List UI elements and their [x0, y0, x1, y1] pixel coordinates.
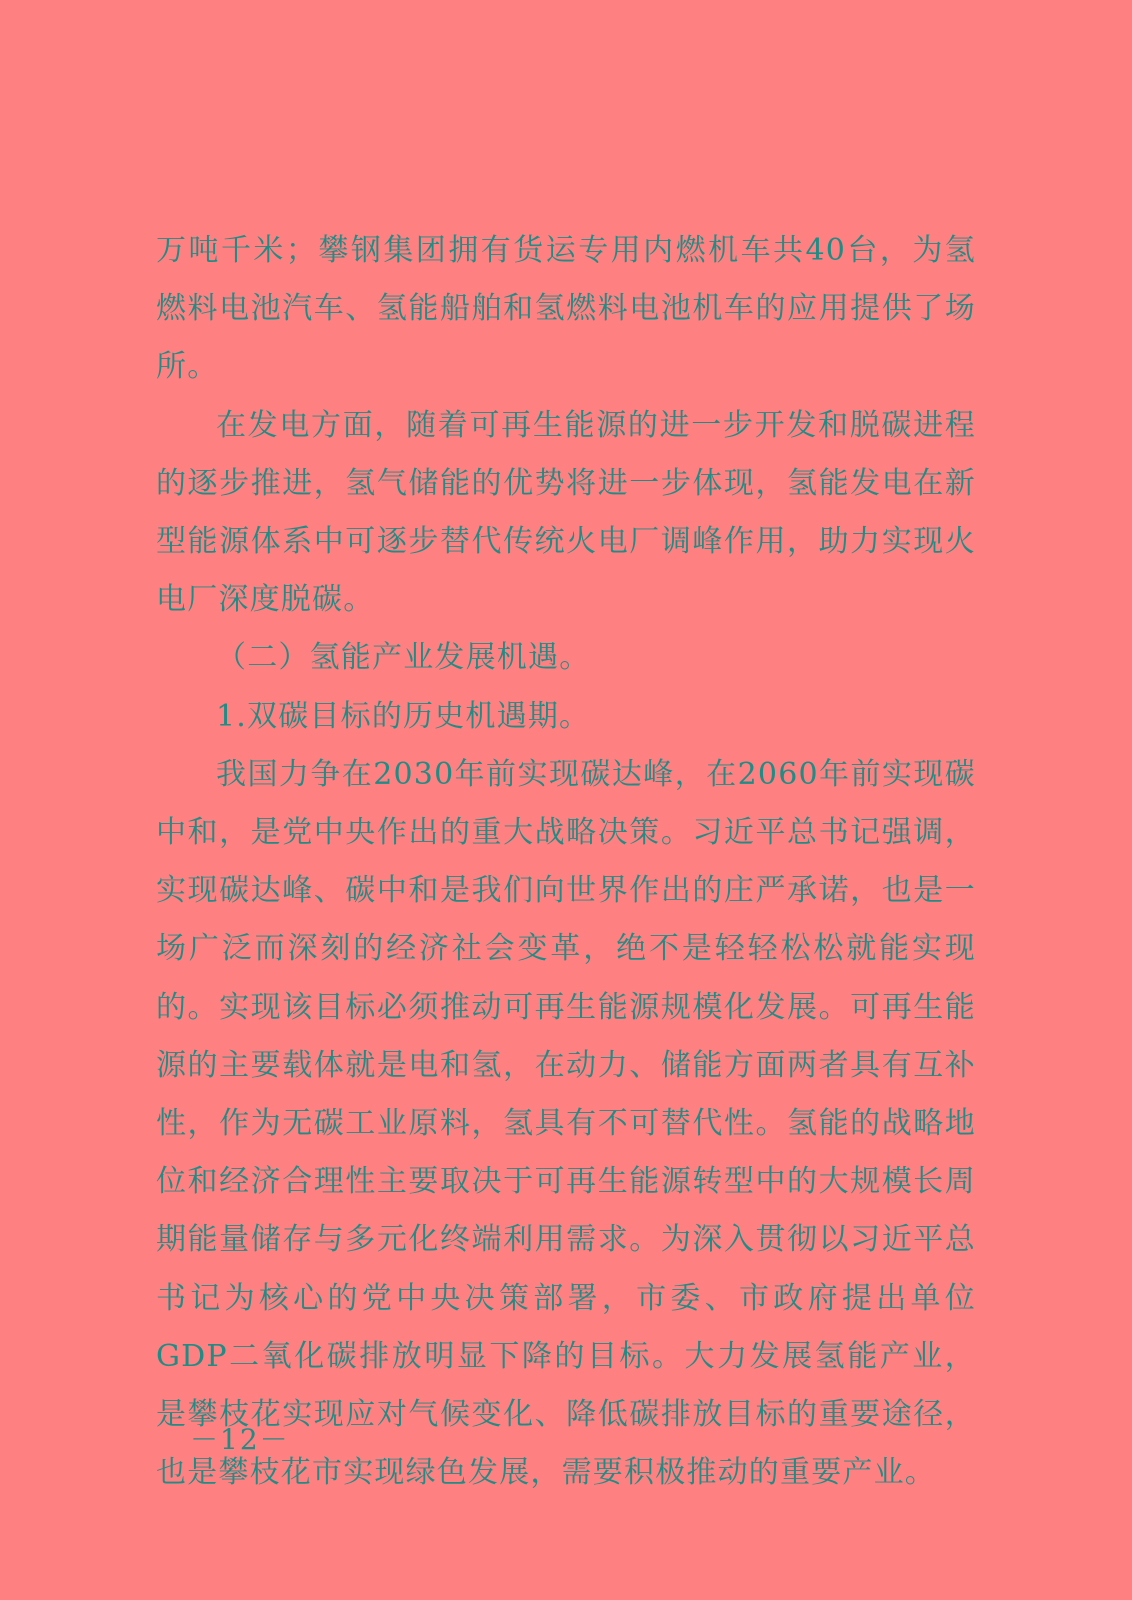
document-body [156, 222, 976, 1502]
paragraph-power-generation: 在发电方面，随着可再生能源的进一步开发和脱碳进程的逐步推进，氢气储能的优势将进一步体现，氢能发电在新型能源体系中可逐步替代传统火电厂调峰作用，助力实现火电厂深度脱碳。 [156, 407, 976, 618]
section-heading-opportunities: （二）氢能产业发展机遇。 [216, 640, 591, 676]
page-number: －12－ [190, 1423, 290, 1456]
paragraph-dual-carbon-strategy: 我国力争在2030年前实现碳达峰，在2060年前实现碳中和，是党中央作出的重大战略决策。习近平总书记强调，实现碳达峰、碳中和是我们向世界作出的庄严承诺，也是一场广泛而深刻的经济社会变革，绝不是轻轻松松就能实现的。实现该目标必须推动可再生能源规模化发展。可再生能源的主要载体就是电和氢，在动力、储能方面两者具有互补性，作为无碳工业原料，氢具有不可替代性。氢能的战略地位和经济合理性主要取决于可再生能源转型中的大规模长周期能量储存与多元化终端利用需求。为深入贯彻以习近平总书记为核心的党中央决策部署，市委、市政府提出单位GDP二氧化碳排放明显下降的目标。大力发展氢能产业，是攀枝花实现应对气候变化、降低碳排放目标的重要途径，也是攀枝花市实现绿色发展，需要积极推动的重要产业。 [156, 756, 976, 1491]
subsection-heading-dual-carbon: 1.双碳目标的历史机遇期。 [216, 698, 591, 734]
paragraph-freight-context: 万吨千米；攀钢集团拥有货运专用内燃机车共40台，为氢燃料电池汽车、氢能船舶和氢燃料电池机车的应用提供了场所。 [156, 233, 976, 385]
